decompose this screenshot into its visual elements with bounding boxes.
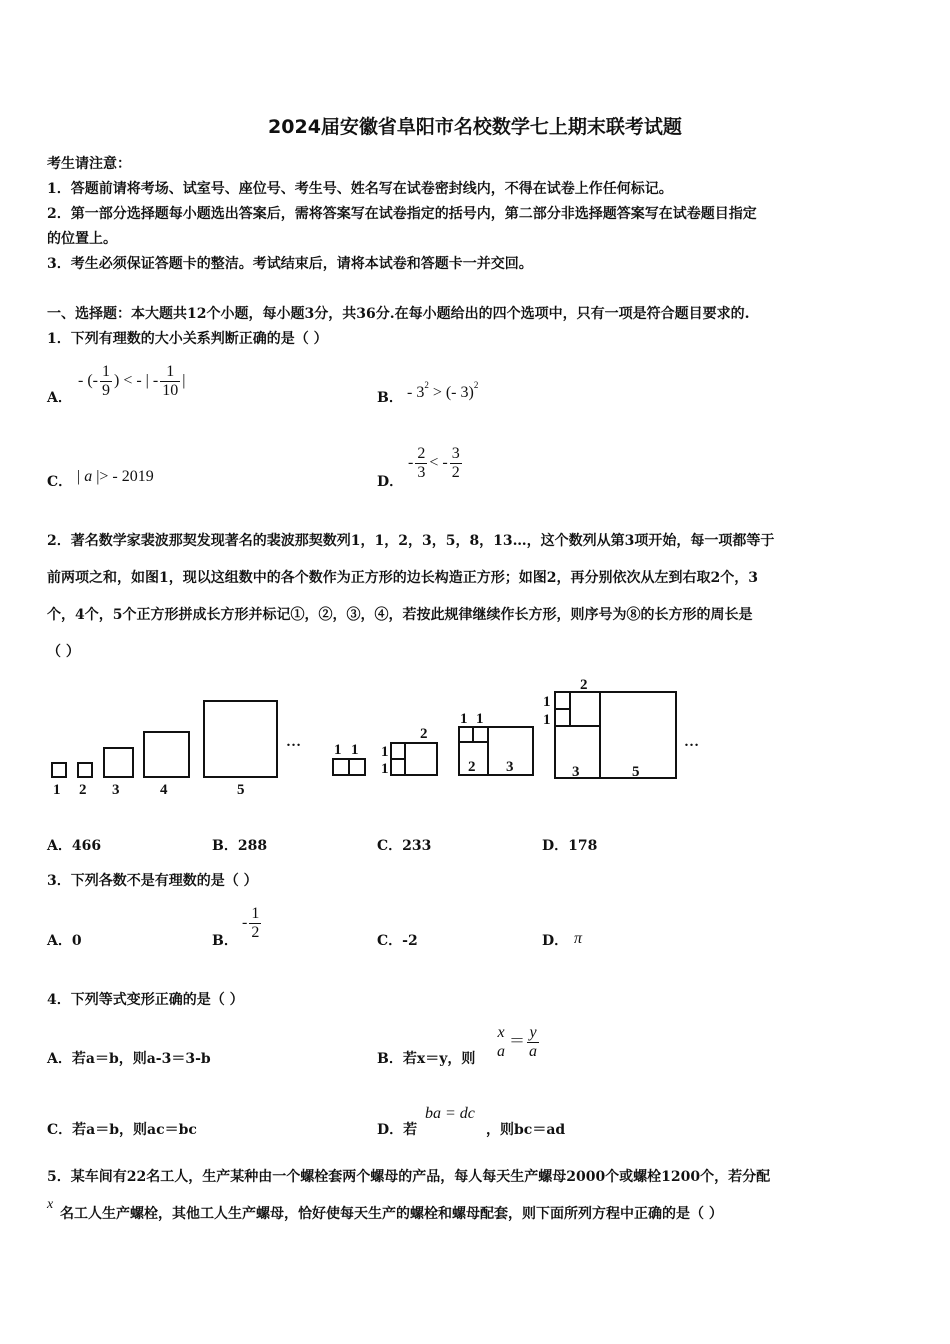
page-title: 2024届安徽省阜阳市名校数学七上期末联考试题 bbox=[268, 116, 682, 138]
q1-option-a-label: A． bbox=[47, 390, 72, 406]
q2-stem-line: 2．著名数学家裴波那契发现著名的裴波那契数列1，1，2，3，5，8，13…，这个数列从第3项开始，每一项都等于 bbox=[47, 533, 775, 549]
q4-option-a: A．若a＝b，则a-3＝3-b bbox=[47, 1051, 211, 1067]
notice-heading: 考生请注意： bbox=[47, 156, 131, 172]
q3-option-d-label: D． bbox=[542, 933, 569, 949]
q2-option-a: A．466 bbox=[47, 838, 102, 854]
rect-4-label: 1 bbox=[543, 694, 551, 710]
q1-option-b-expr: - $3^2$ > (- 3)$^2$ bbox=[407, 380, 479, 401]
q3-option-a: A．0 bbox=[47, 933, 82, 949]
q2-stem-line: （ ） bbox=[47, 644, 80, 660]
q1-option-d-label: D． bbox=[377, 474, 404, 490]
rect-1-label: 1 bbox=[351, 742, 359, 758]
fig1-ellipsis: … bbox=[286, 734, 301, 750]
fig1-square-1b bbox=[78, 763, 92, 777]
q4-option-c: C．若a＝b，则ac＝bc bbox=[47, 1122, 197, 1138]
q1-stem: 1．下列有理数的大小关系判断正确的是（ ） bbox=[47, 331, 328, 347]
fig1-label: 3 bbox=[112, 782, 120, 798]
rect-3-label: 3 bbox=[506, 759, 514, 775]
fig1-square-2 bbox=[104, 748, 133, 777]
q5-variable: x bbox=[47, 1197, 54, 1212]
q3-option-d-value: π bbox=[574, 930, 583, 947]
q3-option-b-label: B． bbox=[212, 933, 238, 949]
fibonacci-figure bbox=[0, 670, 950, 805]
q2-stem-line: 前两项之和，如图1，现以这组数中的各个数作为正方形的边长构造正方形；如图2，再分别依次从左到右取2个，3 bbox=[47, 570, 758, 586]
q4-option-d-post: ，则bc＝ad bbox=[486, 1122, 566, 1138]
q1-option-c-expr: | a |> - 2019 bbox=[77, 468, 154, 485]
rect-3-label: 1 bbox=[476, 711, 484, 727]
rect-4-label: 5 bbox=[632, 764, 640, 780]
fig1-label: 2 bbox=[79, 782, 87, 798]
rect-2-label: 1 bbox=[381, 761, 389, 777]
q4-option-d-expr: ba = dc bbox=[425, 1105, 475, 1122]
fig1-square-1 bbox=[52, 763, 66, 777]
q2-option-d: D．178 bbox=[542, 838, 598, 854]
q2-stem-line: 个，4个，5个正方形拼成长方形并标记①，②，③，④，若按此规律继续作长方形，则序号为⑧的长方形的周长是 bbox=[47, 607, 753, 623]
q4-option-d-label: D．若 bbox=[377, 1122, 418, 1138]
q5-stem-line: 名工人生产螺栓，其他工人生产螺母，恰好使每天生产的螺栓和螺母配套，则下面所列方程中正确的是（ ） bbox=[60, 1206, 723, 1222]
fig1-square-3 bbox=[144, 732, 189, 777]
q3-stem: 3．下列各数不是有理数的是（ ） bbox=[47, 873, 258, 889]
q3-option-b-expr: - $\frac{1}{2}$ bbox=[242, 905, 260, 941]
q1-option-c-label: C． bbox=[47, 474, 73, 490]
q5-stem-line: 5．某车间有22名工人，生产某种由一个螺栓套两个螺母的产品，每人每天生产螺母2000个或螺栓1200个，若分配 bbox=[47, 1169, 771, 1185]
q2-option-b: B．288 bbox=[212, 838, 268, 854]
rect-2-label: 2 bbox=[420, 726, 428, 742]
rect-3-label: 1 bbox=[460, 711, 468, 727]
fig2-ellipsis: … bbox=[684, 734, 699, 750]
rect-4-label: 1 bbox=[543, 712, 551, 728]
q1-option-d-expr: - $\frac{2}{3}$ < - $\frac{3}{2}$ bbox=[408, 445, 460, 481]
notice-item: 1．答题前请将考场、试室号、座位号、考生号、姓名写在试卷密封线内，不得在试卷上作任何标记。 bbox=[47, 181, 673, 197]
q1-option-b-label: B． bbox=[377, 390, 403, 406]
q4-option-b-expr: $\frac{x}{a}$ ＝ $\frac{y}{a}$ bbox=[497, 1024, 538, 1060]
notice-item: 3．考生必须保证答题卡的整洁。考试结束后，请将本试卷和答题卡一并交回。 bbox=[47, 256, 533, 272]
fig1-square-5 bbox=[204, 701, 277, 777]
q4-stem: 4．下列等式变形正确的是（ ） bbox=[47, 992, 244, 1008]
rect-4-label: 3 bbox=[572, 764, 580, 780]
section-heading: 一、选择题：本大题共12个小题，每小题3分，共36分.在每小题给出的四个选项中，只有一项是符合题目要求的. bbox=[47, 306, 750, 322]
rect-1-label: 1 bbox=[334, 742, 342, 758]
fig1-label: 1 bbox=[53, 782, 61, 798]
q3-option-c: C．-2 bbox=[377, 933, 418, 949]
fig1-label: 4 bbox=[160, 782, 168, 798]
q1-option-a-expr: - (- $\frac{1}{9}$ ) < - | - $\frac{1}{10}$ | bbox=[78, 363, 186, 399]
notice-item: 的位置上。 bbox=[47, 231, 117, 247]
rect-2-label: 1 bbox=[381, 744, 389, 760]
q2-option-c: C．233 bbox=[377, 838, 432, 854]
fig1-label: 5 bbox=[237, 782, 245, 798]
notice-item: 2．第一部分选择题每小题选出答案后，需将答案写在试卷指定的括号内，第二部分非选择题答案写在试卷题目指定 bbox=[47, 206, 757, 222]
q4-option-b-label: B．若x＝y，则 bbox=[377, 1051, 476, 1067]
rect-4-label: 2 bbox=[580, 677, 588, 693]
rect-3-label: 2 bbox=[468, 759, 476, 775]
